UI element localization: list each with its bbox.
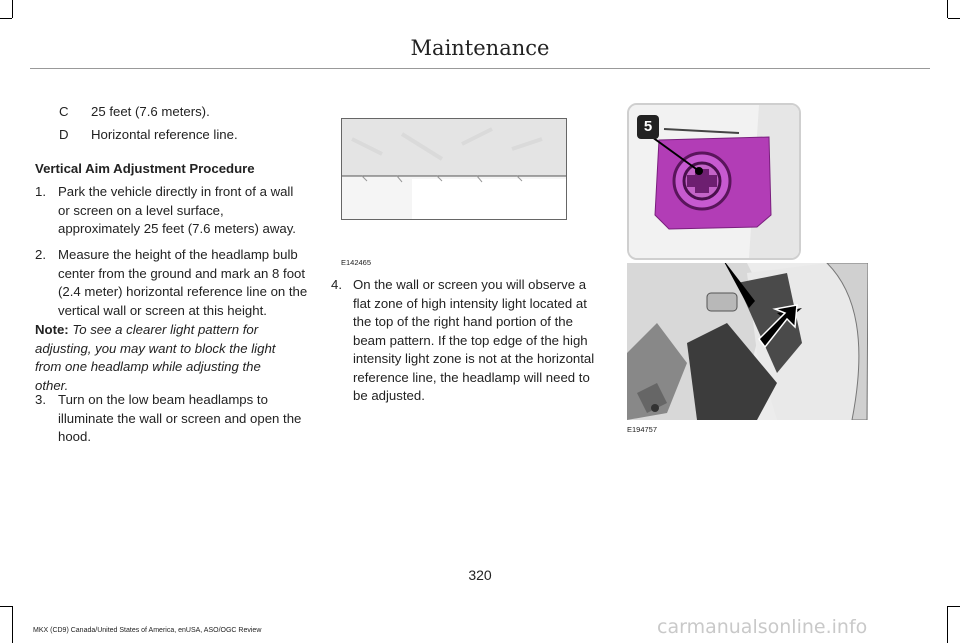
crop-mark [948, 18, 960, 19]
beam-pattern-figure [341, 118, 567, 220]
callout-badge: 5 [637, 115, 659, 139]
headlamp-assembly-figure [627, 263, 868, 420]
step-text: On the wall or screen you will observe a flat zone of high intensity light located at the top of the right hand portion of the beam pattern. If the top edge of the high intensity light zone is not at the horizontal reference line, the headlamp will need to be adjusted. [353, 277, 595, 403]
step-number: 3. [35, 392, 46, 407]
adjuster-detail-figure [627, 103, 801, 260]
note-text: To see a clearer light pattern for adjusting, you may want to block the light from one headlamp while adjusting the other. [35, 322, 276, 393]
footer-text: MKX (CD9) Canada/United States of America, enUSA, ASO/OGC Review [33, 627, 262, 634]
step-number: 1. [35, 184, 46, 199]
crop-mark [12, 606, 13, 643]
legend-key: C [59, 104, 69, 119]
headlamp-illustration [627, 263, 868, 420]
crop-mark [948, 606, 960, 607]
legend-text: 25 feet (7.6 meters). [91, 104, 210, 119]
legend-text: Horizontal reference line. [91, 127, 238, 142]
step-text: Turn on the low beam headlamps to illuminate the wall or screen and open the hood. [58, 392, 302, 444]
note [35, 321, 297, 395]
crop-mark [947, 606, 948, 643]
note-label: Note: [35, 322, 69, 337]
step-number: 4. [331, 277, 342, 292]
figure-code: E194757 [627, 425, 658, 434]
crop-mark [947, 0, 948, 18]
crop-mark [0, 18, 12, 19]
crop-mark [12, 0, 13, 18]
step-number: 2. [35, 247, 46, 262]
step-text: Park the vehicle directly in front of a wall or screen on a level surface, approximately 25 feet (7.6 meters) away. [58, 184, 296, 236]
crop-mark [0, 606, 12, 607]
header-rule [30, 68, 930, 69]
page-number: 320 [468, 567, 492, 583]
section-heading: Vertical Aim Adjustment Procedure [35, 161, 255, 176]
beam-pattern-illustration [342, 119, 566, 219]
legend-key: D [59, 127, 69, 142]
figure-code: E142465 [341, 258, 372, 267]
step-text: Measure the height of the headlamp bulb center from the ground and mark an 8 foot (2.4 meter) horizontal reference line on the vertical wall or screen at this height. [58, 247, 308, 318]
page-title: Maintenance [410, 36, 550, 60]
watermark: carmanualsonline.info [657, 616, 868, 638]
